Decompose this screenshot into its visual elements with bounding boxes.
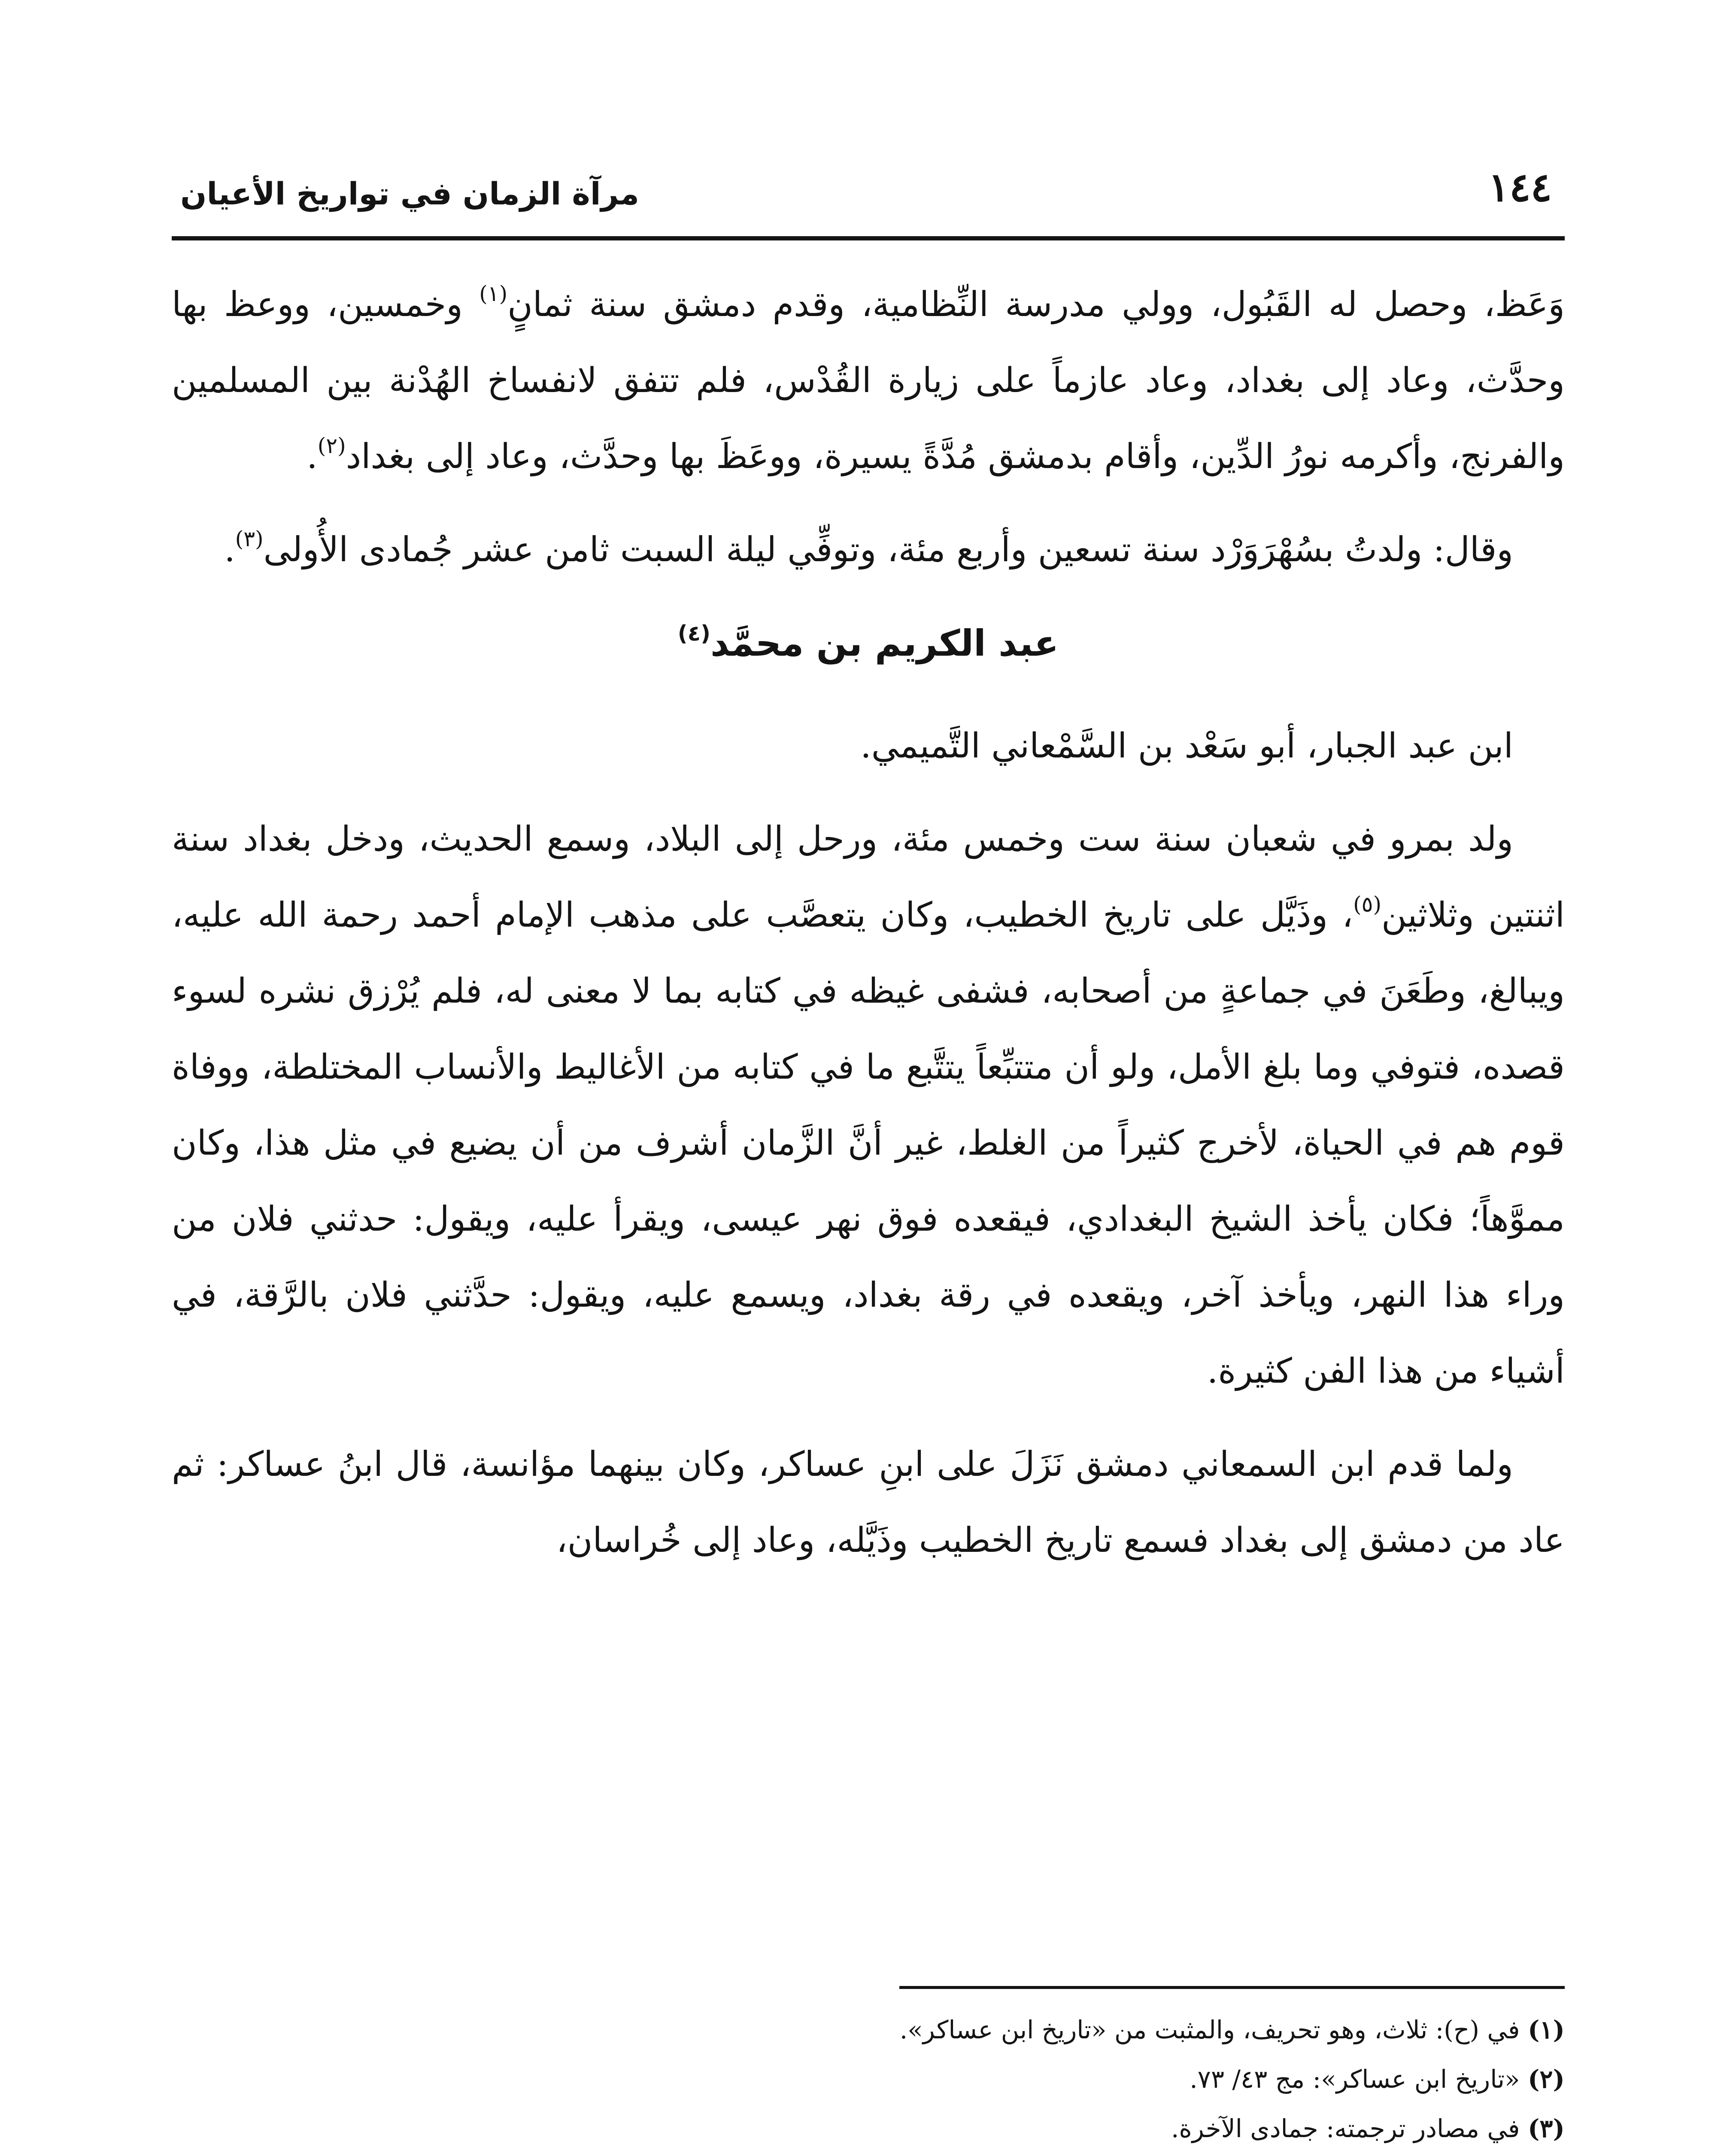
footnotes [172, 2005, 1565, 2147]
paragraph-4-text-a: ولد بمرو في شعبان سنة ست وخمس مئة، ورحل إلى البلاد، وسمع الحديث، ودخل بغداد سنة اثنتين وثلاثين [172, 819, 1565, 935]
book-title: مرآة الزمان في تواريخ الأعيان [180, 176, 639, 212]
paragraph-4-text-b: ، وذَيَّل على تاريخ الخطيب، وكان يتعصَّب على مذهب الإمام أحمد رحمة الله عليه، ويبالغ، وطَعَنَ في جماعةٍ من أصحابه، فشفى غيظه في كتابه بما لا معنى له، فلم يُرْزق نشره لسوء قصده، فتوفي وما بلغ الأمل، ولو أن متتبِّعاً يتتَّبع ما في كتابه من الأغاليط والأنساب المختلطة، ووفاة قوم هم في الحياة، لأخرج كثيراً من الغلط، غير أنَّ الزَّمان أشرف من أن يضيع في مثل هذا، وكان مموَّهاً؛ فكان يأخذ الشيخ البغدادي، فيقعده فوق نهر عيسى، ويقرأ عليه، ويقول: حدثني فلان من وراء هذا النهر، ويأخذ آخر، ويقعده في رقة بغداد، ويسمع عليه، ويقول: حدَّثني فلان بالرَّقة، في أشياء من هذا الفن كثيرة. [172, 895, 1565, 1391]
header-rule [172, 236, 1565, 240]
paragraph-1-text-b: وخمسين، ووعظ بها وحدَّث، وعاد إلى بغداد، وعاد عازماً على زيارة القُدْس، فلم تتفق لانفساخ الهُدْنة بين المسلمين والفرنج، وأكرمه نورُ الدِّين، وأقام بدمشق مُدَّةً يسيرة، ووعَظَ بها وحدَّث، وعاد إلى بغداد [172, 284, 1565, 476]
paragraph-5: ولما قدم ابن السمعاني دمشق نَزَلَ على ابنِ عساكر، وكان بينهما مؤانسة، قال ابنُ عساكر: ثم عاد من دمشق إلى بغداد فسمع تاريخ الخطيب وذَيَّله، وعاد إلى خُراسان، [172, 1444, 1565, 1560]
book-page [172, 142, 1565, 2147]
footnote-rule [899, 1986, 1565, 1989]
footnote-ref-4: (٤) [677, 621, 710, 646]
paragraph-3: ابن عبد الجبار، أبو سَعْد بن السَّمْعاني التَّميمي. [860, 726, 1513, 766]
paragraph-2-text-b: . [224, 529, 235, 569]
footnote-ref-2: (٢) [317, 433, 346, 458]
paragraph-1 [172, 266, 1565, 494]
footnote-2 [172, 2055, 1565, 2104]
paragraph-1-text-a: وَعَظ، وحصل له القَبُول، وولي مدرسة النِّظامية، وقدم دمشق سنة ثمانٍ [507, 284, 1565, 324]
running-header [172, 142, 1565, 223]
footnote-number: (١) [1527, 2015, 1565, 2044]
section-heading [172, 613, 1565, 673]
paragraph-2-text-a: وقال: ولدتُ بسُهْرَوَرْد سنة تسعين وأربع مئة، وتوفِّي ليلة السبت ثامن عشر جُمادى الأُولى [263, 529, 1513, 569]
footnote-ref-3: (٣) [235, 526, 264, 551]
footnote-text: في (ح): ثلاث، وهو تحريف، والمثبت من «تاريخ ابن عساكر». [899, 2015, 1528, 2044]
main-text [172, 266, 1565, 1595]
footnote-number: (٢) [1527, 2065, 1565, 2094]
footnote-number: (٣) [1527, 2114, 1565, 2143]
page-number: ١٤٤ [1488, 164, 1552, 210]
paragraph-1-text-c: . [307, 436, 318, 476]
footnote-text: «تاريخ ابن عساكر»: مج ٤٣/ ٧٣. [1190, 2065, 1528, 2094]
paragraph-2 [172, 511, 1565, 587]
footnote-1 [172, 2005, 1565, 2055]
paragraph-4 [172, 801, 1565, 1409]
footnote-text: في مصادر ترجمته: جمادى الآخرة. [1171, 2114, 1528, 2143]
footnote-ref-5: (٥) [1353, 892, 1381, 917]
section-heading-text: عبد الكريم بن محمَّد [710, 622, 1059, 664]
footnote-ref-1: (١) [479, 281, 508, 306]
footnote-3 [172, 2104, 1565, 2147]
